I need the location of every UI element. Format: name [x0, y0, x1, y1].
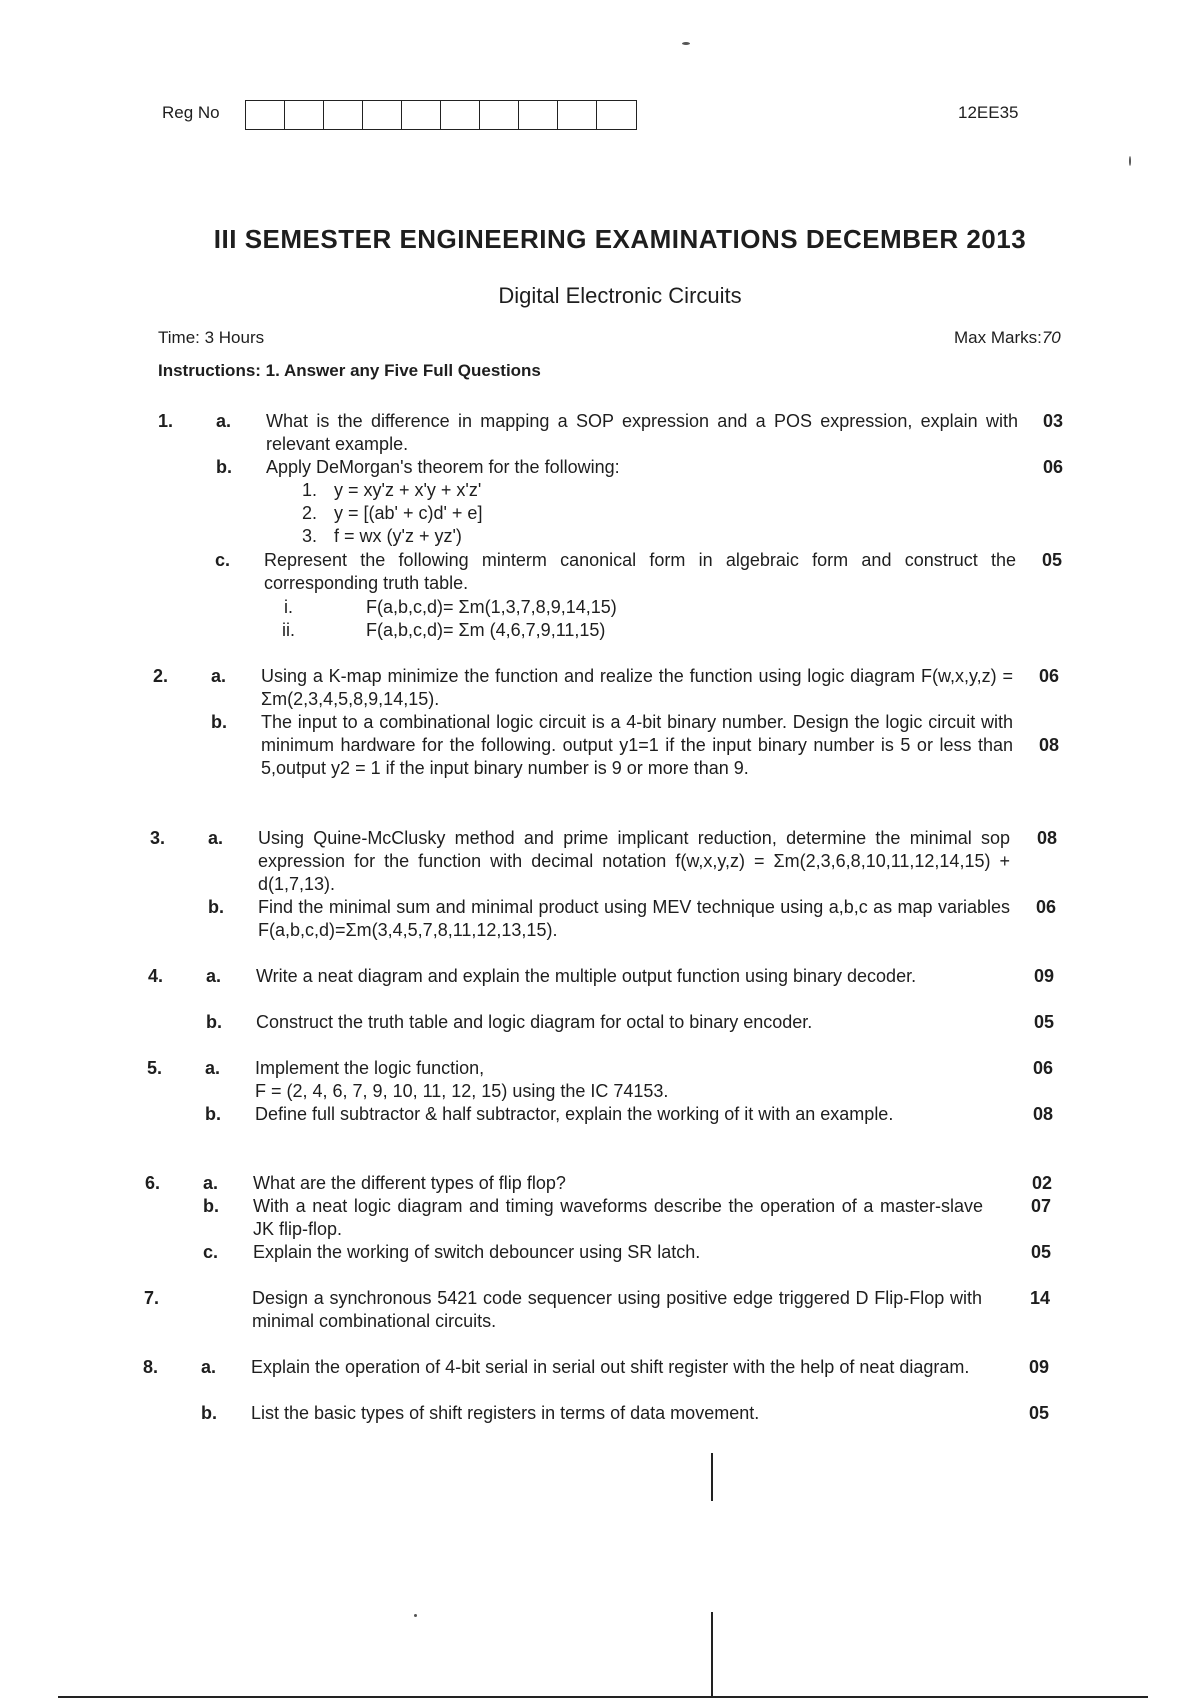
scan-speck: [414, 1614, 417, 1617]
q1a-label: a.: [216, 411, 232, 431]
subject-title: Digital Electronic Circuits: [498, 283, 742, 308]
question-number-3: 3.: [150, 828, 166, 848]
q7-text: Design a synchronous 5421 code sequencer using positive edge triggered D Flip-Flop with minimal combinational circuits.: [252, 1288, 982, 1331]
scan-speck: [682, 42, 690, 45]
q1b-item-2: y = [(ab' + c)d' + e]: [334, 503, 483, 523]
paper-code: 12EE35: [958, 103, 1019, 122]
question-number-7: 7.: [144, 1288, 160, 1308]
end-mark: [711, 1453, 713, 1501]
scan-speck: [1129, 156, 1131, 166]
q1c-item-i: F(a,b,c,d)= Σm(1,3,7,8,9,14,15): [366, 597, 617, 617]
q1a-text: What is the difference in mapping a SOP expression and a POS expression, explain with relevant example.: [266, 411, 1018, 454]
q5a-text: Implement the logic function,: [255, 1058, 485, 1078]
q1a-marks: 03: [1043, 411, 1064, 431]
q4b-label: b.: [206, 1012, 222, 1032]
q3b-marks: 06: [1036, 897, 1057, 917]
q6a-marks: 02: [1032, 1173, 1053, 1193]
q5a-text-line2: F = (2, 4, 6, 7, 9, 10, 11, 12, 15) using the IC 74153.: [255, 1081, 669, 1101]
q2b-marks: 08: [1039, 735, 1060, 755]
reg-no-cell: [480, 101, 519, 129]
question-number-4: 4.: [148, 966, 164, 986]
page-bottom-rule: [58, 1696, 1148, 1698]
exam-time: Time: 3 Hours: [158, 328, 265, 347]
q6c-label: c.: [203, 1242, 219, 1262]
q4b-marks: 05: [1034, 1012, 1055, 1032]
q6c-text: Explain the working of switch debouncer using SR latch.: [253, 1242, 701, 1262]
reg-no-boxes: [245, 100, 637, 130]
q5a-label: a.: [205, 1058, 221, 1078]
exam-title: III SEMESTER ENGINEERING EXAMINATIONS DECEMBER 2013: [213, 224, 1027, 254]
q1b-item-3: f = wx (y'z + yz'): [334, 526, 462, 546]
q6b-label: b.: [203, 1196, 219, 1216]
reg-no-cell: [363, 101, 402, 129]
q3b-label: b.: [208, 897, 224, 917]
q6a-text: What are the different types of flip flop?: [253, 1173, 566, 1193]
max-marks: [954, 328, 1061, 348]
q1c-label: c.: [215, 550, 231, 570]
q3a-label: a.: [208, 828, 224, 848]
q1c-item-ii: F(a,b,c,d)= Σm (4,6,7,9,11,15): [366, 620, 606, 640]
max-marks-value: 70: [1041, 328, 1061, 347]
q2b-text: The input to a combinational logic circuit is a 4-bit binary number. Design the logic circuit with minimum hardware for the following. output y1=1 if the input binary number is 5 or less than 5,output y2 = 1 if the input binary number is 9 or more than 9.: [261, 712, 1013, 778]
q4a-text: Write a neat diagram and explain the multiple output function using binary decoder.: [256, 966, 917, 986]
reg-no-cell: [441, 101, 480, 129]
question-number-5: 5.: [147, 1058, 163, 1078]
q6b-marks: 07: [1031, 1196, 1052, 1216]
q1b-item-1-number: 1.: [302, 480, 318, 500]
question-number-6: 6.: [145, 1173, 161, 1193]
q7-marks: 14: [1030, 1288, 1051, 1308]
reg-no-cell: [558, 101, 597, 129]
q5b-label: b.: [205, 1104, 221, 1124]
q8a-marks: 09: [1029, 1357, 1050, 1377]
q2a-text: Using a K-map minimize the function and realize the function using logic diagram F(w,x,y,z) = Σm(2,3,4,5,8,9,14,15).: [261, 666, 1013, 709]
q4b-text: Construct the truth table and logic diagram for octal to binary encoder.: [256, 1012, 813, 1032]
q1c-text: Represent the following minterm canonical form in algebraic form and construct the corresponding truth table.: [264, 550, 1016, 593]
q5b-marks: 08: [1033, 1104, 1054, 1124]
reg-no-cell: [285, 101, 324, 129]
question-number-2: 2.: [153, 666, 169, 686]
question-number-8: 8.: [143, 1357, 159, 1377]
q1c-marks: 05: [1042, 550, 1063, 570]
reg-no-cell: [519, 101, 558, 129]
q6c-marks: 05: [1031, 1242, 1052, 1262]
q1b-item-2-number: 2.: [302, 503, 318, 523]
q5b-text: Define full subtractor & half subtractor, explain the working of it with an example.: [255, 1104, 894, 1124]
q1b-text: Apply DeMorgan's theorem for the following:: [266, 457, 620, 477]
q3b-text: Find the minimal sum and minimal product using MEV technique using a,b,c as map variables F(a,b,c,d)=Σm(3,4,5,7,8,11,12,13,15).: [258, 897, 1010, 940]
q3a-text: Using Quine-McClusky method and prime implicant reduction, determine the minimal sop expression for the function with decimal notation f(w,x,y,z) = Σm(2,3,6,8,10,11,12,14,15) + d(1,7,13).: [258, 828, 1010, 894]
fold-mark: [711, 1612, 713, 1698]
q6b-text: With a neat logic diagram and timing waveforms describe the operation of a master-slave JK flip-flop.: [253, 1196, 983, 1239]
reg-no-cell: [246, 101, 285, 129]
q8a-label: a.: [201, 1357, 217, 1377]
q8b-text: List the basic types of shift registers in terms of data movement.: [251, 1403, 760, 1423]
q1b-item-1: y = xy'z + x'y + x'z': [334, 480, 482, 500]
question-number-1: 1.: [158, 411, 174, 431]
instructions: Instructions: 1. Answer any Five Full Questions: [158, 361, 541, 380]
q4a-label: a.: [206, 966, 222, 986]
reg-no-cell: [402, 101, 441, 129]
q2b-label: b.: [211, 712, 227, 732]
q8b-label: b.: [201, 1403, 217, 1423]
q1b-label: b.: [216, 457, 232, 477]
q1b-marks: 06: [1043, 457, 1064, 477]
q6a-label: a.: [203, 1173, 219, 1193]
max-marks-label: Max Marks:: [954, 328, 1042, 347]
q2a-marks: 06: [1039, 666, 1060, 686]
q1b-item-3-number: 3.: [302, 526, 318, 546]
q5a-marks: 06: [1033, 1058, 1054, 1078]
q8a-text: Explain the operation of 4-bit serial in serial out shift register with the help of neat diagram.: [251, 1357, 970, 1377]
q1c-item-ii-number: ii.: [282, 620, 295, 640]
reg-no-cell: [324, 101, 363, 129]
q1c-item-i-number: i.: [284, 597, 293, 617]
reg-no-label: Reg No: [162, 103, 220, 122]
q4a-marks: 09: [1034, 966, 1055, 986]
q3a-marks: 08: [1037, 828, 1058, 848]
q2a-label: a.: [211, 666, 227, 686]
q8b-marks: 05: [1029, 1403, 1050, 1423]
reg-no-cell: [597, 101, 636, 129]
